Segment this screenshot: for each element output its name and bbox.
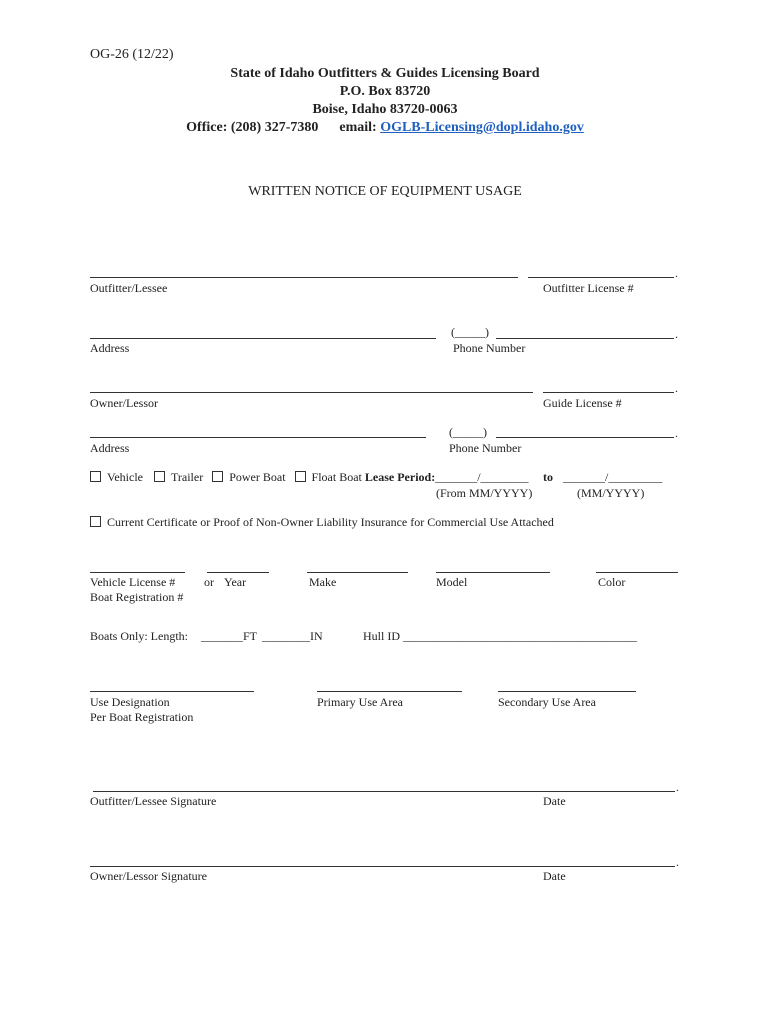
- year-label: Year: [224, 575, 247, 589]
- secondary-use-line[interactable]: [498, 691, 636, 692]
- phone-1-area: (_____): [451, 325, 489, 339]
- per-boat-registration-label: Per Boat Registration: [90, 710, 194, 724]
- address-2-label: Address: [90, 441, 130, 455]
- primary-use-label: Primary Use Area: [317, 695, 403, 709]
- boat-registration-label: Boat Registration #: [90, 590, 184, 604]
- insurance-row: [90, 515, 554, 530]
- float-boat-checkbox[interactable]: [295, 471, 306, 482]
- city-state: Boise, Idaho 83720-0063: [312, 102, 458, 117]
- office-phone: Office: (208) 327-7380: [186, 120, 319, 135]
- year-line[interactable]: [207, 572, 269, 573]
- address-2-line[interactable]: [90, 437, 426, 438]
- outfitter-license-line[interactable]: [528, 277, 674, 278]
- phone-2-area: (_____): [449, 425, 487, 439]
- insurance-checkbox[interactable]: [90, 516, 101, 527]
- vehicle-license-label: Vehicle License #: [90, 575, 176, 589]
- dot: .: [675, 381, 678, 395]
- boats-only-label: Boats Only: Length:: [90, 629, 188, 643]
- use-designation-line[interactable]: [90, 691, 254, 692]
- vehicle-label: Vehicle: [107, 470, 143, 484]
- power-boat-checkbox[interactable]: [212, 471, 223, 482]
- to-hint: (MM/YYYY): [577, 486, 645, 500]
- owner-lessor-label: Owner/Lessor: [90, 396, 158, 410]
- phone-1-line[interactable]: [496, 338, 674, 339]
- po-box: P.O. Box 83720: [339, 84, 431, 99]
- owner-signature-label: Owner/Lessor Signature: [90, 869, 207, 883]
- date-1-label: Date: [543, 794, 566, 808]
- phone-2-label: Phone Number: [449, 441, 522, 455]
- date-2-label: Date: [543, 869, 566, 883]
- vehicle-license-line[interactable]: [90, 572, 185, 573]
- address-1-label: Address: [90, 341, 130, 355]
- color-label: Color: [598, 575, 626, 589]
- length-in-blank[interactable]: ________IN: [262, 629, 323, 643]
- contact-line: [0, 120, 770, 136]
- dot: .: [676, 855, 679, 869]
- outfitter-lessee-label: Outfitter/Lessee: [90, 281, 168, 295]
- dot: .: [675, 266, 678, 280]
- make-line[interactable]: [307, 572, 408, 573]
- make-label: Make: [309, 575, 337, 589]
- or-label: or: [204, 575, 214, 589]
- owner-signature-line[interactable]: [90, 866, 675, 867]
- page-title: WRITTEN NOTICE OF EQUIPMENT USAGE: [248, 184, 522, 199]
- lease-period-label: Lease Period:: [364, 470, 436, 484]
- outfitter-signature-label: Outfitter/Lessee Signature: [90, 794, 217, 808]
- lease-to-label: to: [543, 470, 553, 484]
- equipment-row: [90, 470, 529, 485]
- phone-2-line[interactable]: [496, 437, 674, 438]
- float-boat-label: Float Boat: [311, 470, 362, 484]
- use-designation-label: Use Designation: [90, 695, 170, 709]
- board-name: State of Idaho Outfitters & Guides Licensing Board: [230, 66, 540, 81]
- hull-id-field[interactable]: Hull ID _______________________________________: [363, 629, 637, 643]
- guide-license-label: Guide License #: [543, 396, 622, 410]
- from-hint: (From MM/YYYY): [436, 486, 533, 500]
- guide-license-line[interactable]: [543, 392, 674, 393]
- owner-lessor-line[interactable]: [90, 392, 533, 393]
- email-label: email:: [339, 120, 377, 135]
- insurance-label: Current Certificate or Proof of Non-Owner Liability Insurance for Commercial Use Attached: [107, 515, 554, 529]
- trailer-checkbox[interactable]: [154, 471, 165, 482]
- dot: .: [675, 426, 678, 440]
- address-1-line[interactable]: [90, 338, 436, 339]
- lease-to-blank[interactable]: _______/_________: [563, 470, 663, 484]
- outfitter-lessee-line[interactable]: [90, 277, 518, 278]
- phone-1-label: Phone Number: [453, 341, 526, 355]
- primary-use-line[interactable]: [317, 691, 462, 692]
- outfitter-license-label: Outfitter License #: [543, 281, 634, 295]
- email-link[interactable]: OGLB-Licensing@dopl.idaho.gov: [380, 120, 584, 135]
- model-label: Model: [436, 575, 468, 589]
- secondary-use-label: Secondary Use Area: [498, 695, 596, 709]
- model-line[interactable]: [436, 572, 550, 573]
- color-line[interactable]: [596, 572, 678, 573]
- form-id: OG-26 (12/22): [90, 47, 174, 62]
- length-ft-blank[interactable]: _______FT: [201, 629, 258, 643]
- power-boat-label: Power Boat: [229, 470, 286, 484]
- lease-from-blank[interactable]: _______/________: [435, 470, 529, 484]
- dot: .: [676, 780, 679, 794]
- outfitter-signature-line[interactable]: [93, 791, 675, 792]
- dot: .: [675, 327, 678, 341]
- vehicle-checkbox[interactable]: [90, 471, 101, 482]
- trailer-label: Trailer: [170, 470, 204, 484]
